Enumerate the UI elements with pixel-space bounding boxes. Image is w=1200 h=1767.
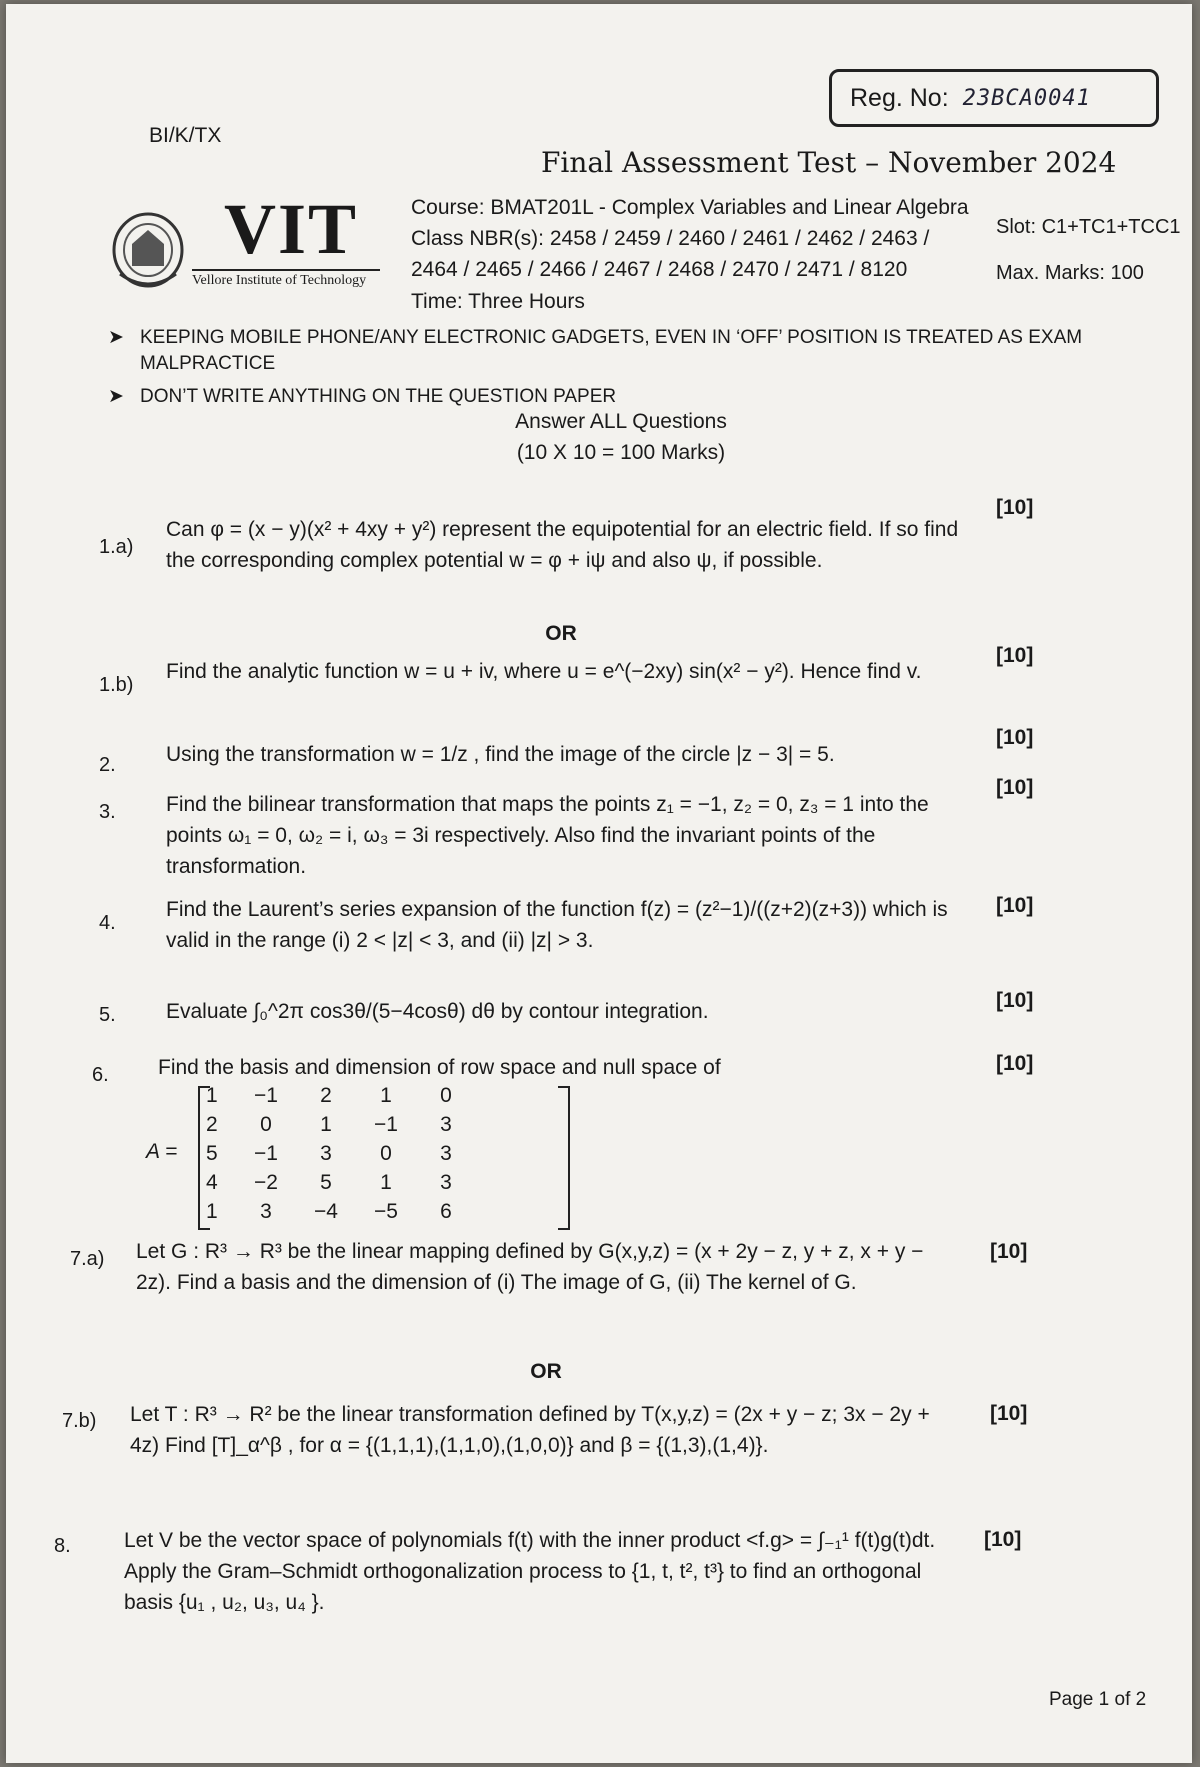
marks-distribution: (10 X 10 = 100 Marks): [516, 441, 726, 464]
instruction-bullet-icon: ➤: [108, 386, 124, 407]
matrix-cell: 1: [206, 1084, 218, 1107]
matrix-cell: 1: [380, 1171, 392, 1194]
question-number: 1.b): [99, 674, 134, 696]
question-marks: [10]: [996, 644, 1034, 667]
institute-name: Vellore Institute of Technology: [192, 269, 380, 289]
slot: Slot: C1+TC1+TCC1: [996, 216, 1181, 238]
question-text: Find the analytic function w = u + iv, where u = e^(−2xy) sin(x² − y²). Hence find v.: [166, 660, 922, 683]
matrix-cell: 3: [440, 1113, 452, 1136]
question-marks: [10]: [996, 894, 1034, 917]
reg-label: Reg. No:: [850, 83, 949, 112]
question-text: Let V be the vector space of polynomials f(t) with the inner product <f.g> = ∫₋₁¹ f(t)g(t)dt. Apply the Gram–Schmidt orthogonalization process to {1, t, t², t³} to find an orthogonal basis {u₁ , u₂, u₃, u₄ }.: [124, 1529, 936, 1614]
question-marks: [10]: [996, 776, 1034, 799]
matrix-cell: 3: [260, 1200, 272, 1223]
matrix-label: A =: [146, 1140, 178, 1163]
answer-all-line: Answer ALL Questions: [515, 410, 727, 433]
vit-logo-text: VIT: [224, 189, 359, 269]
question-number: 3.: [99, 801, 116, 823]
instruction-2: DON’T WRITE ANYTHING ON THE QUESTION PAPER: [140, 386, 617, 407]
matrix-row: [206, 1171, 476, 1195]
matrix-row: [206, 1142, 476, 1166]
matrix-cell: 4: [206, 1171, 218, 1194]
question-marks: [10]: [996, 726, 1034, 749]
matrix-cell: 1: [320, 1113, 332, 1136]
question-number: 8.: [54, 1535, 71, 1557]
class-nbr-line-2: 2464 / 2465 / 2466 / 2467 / 2468 / 2470 / 2471 / 8120: [411, 258, 908, 281]
question-number: 7.b): [62, 1410, 97, 1432]
matrix-cell: 6: [440, 1200, 452, 1223]
or-separator: OR: [530, 1360, 562, 1383]
question-number: 7.a): [70, 1248, 105, 1270]
matrix-row: [206, 1113, 476, 1137]
page-number: Page 1 of 2: [1049, 1689, 1147, 1710]
question-text: Let G : R³ → R³ be the linear mapping defined by G(x,y,z) = (x + 2y − z, y + z, x + y − 2z). Find a basis and the dimension of (i) The image of G, (ii) The kernel of G.: [136, 1240, 924, 1294]
question-marks: [10]: [990, 1402, 1028, 1425]
matrix-cell: −1: [374, 1113, 398, 1136]
matrix-cell: 5: [320, 1171, 332, 1194]
question-marks: [10]: [990, 1240, 1028, 1263]
question-text: Find the Laurent’s series expansion of the function f(z) = (z²−1)/((z+2)(z+3)) which is valid in the range (i) 2 < |z| < 3, and (ii) |z| > 3.: [166, 898, 948, 952]
exam-title: Final Assessment Test – November 2024: [541, 146, 1117, 179]
reg-number-box: [829, 69, 1159, 127]
matrix-cell: 0: [440, 1084, 452, 1107]
matrix-cell: 0: [380, 1142, 392, 1165]
paper-code: BI/K/TX: [149, 124, 222, 147]
exam-paper: [6, 4, 1192, 1763]
matrix-cell: −1: [254, 1142, 278, 1165]
max-marks: Max. Marks: 100: [996, 262, 1144, 284]
matrix-row: [206, 1200, 476, 1224]
matrix-row: [206, 1084, 476, 1108]
matrix-right-bracket: [558, 1086, 570, 1230]
question-marks: [10]: [996, 1052, 1034, 1075]
or-separator: OR: [545, 622, 577, 645]
matrix-cell: 0: [260, 1113, 272, 1136]
question-text: Evaluate ∫₀^2π cos3θ/(5−4cosθ) dθ by contour integration.: [166, 1000, 709, 1023]
matrix-cell: 2: [206, 1113, 218, 1136]
question-marks: [10]: [996, 989, 1034, 1012]
question-text: Let T : R³ → R² be the linear transformation defined by T(x,y,z) = (2x + y − z; 3x − 2y + 4z) Find [T]_α^β , for α = {(1,1,1),(1,1,0),(1,0,0)} and β = {(1,3),(1,4)}.: [130, 1403, 930, 1457]
matrix-cell: −2: [254, 1171, 278, 1194]
question-marks: [10]: [984, 1528, 1022, 1551]
matrix-cell: 3: [320, 1142, 332, 1165]
class-nbr-line-1: Class NBR(s): 2458 / 2459 / 2460 / 2461 / 2462 / 2463 /: [411, 227, 930, 250]
matrix-cell: −1: [254, 1084, 278, 1107]
exam-time: Time: Three Hours: [411, 290, 585, 313]
vit-seal-icon: [110, 204, 186, 290]
matrix-cell: 3: [440, 1171, 452, 1194]
instruction-1: KEEPING MOBILE PHONE/ANY ELECTRONIC GADGETS, EVEN IN ‘OFF’ POSITION IS TREATED AS EXAM MALPRACTICE: [140, 327, 1083, 374]
question-number: 6.: [92, 1064, 109, 1086]
question-text: Can φ = (x − y)(x² + 4xy + y²) represent the equipotential for an electric field. If so find the corresponding complex potential w = φ + iψ and also ψ, if possible.: [166, 518, 959, 572]
matrix-cell: 1: [206, 1200, 218, 1223]
matrix-a: [146, 1082, 476, 1232]
instruction-bullet-icon: ➤: [108, 327, 124, 348]
question-number: 5.: [99, 1004, 116, 1026]
course-line: Course: BMAT201L - Complex Variables and Linear Algebra: [411, 196, 969, 219]
reg-value: 23BCA0041: [962, 85, 1091, 111]
matrix-cell: 2: [320, 1084, 332, 1107]
question-marks: [10]: [996, 496, 1034, 519]
question-text: Find the bilinear transformation that maps the points z₁ = −1, z₂ = 0, z₃ = 1 into the points ω₁ = 0, ω₂ = i, ω₃ = 3i respectively. Also find the invariant points of the transformation.: [166, 793, 929, 878]
matrix-cell: 5: [206, 1142, 218, 1165]
question-number: 1.a): [99, 536, 134, 558]
matrix-cell: 3: [440, 1142, 452, 1165]
question-text: Find the basis and dimension of row space and null space of: [158, 1056, 721, 1079]
question-number: 2.: [99, 754, 116, 776]
question-number: 4.: [99, 912, 116, 934]
matrix-cell: −4: [314, 1200, 338, 1223]
matrix-cell: 1: [380, 1084, 392, 1107]
question-text: Using the transformation w = 1/z , find the image of the circle |z − 3| = 5.: [166, 743, 835, 766]
matrix-cell: −5: [374, 1200, 398, 1223]
